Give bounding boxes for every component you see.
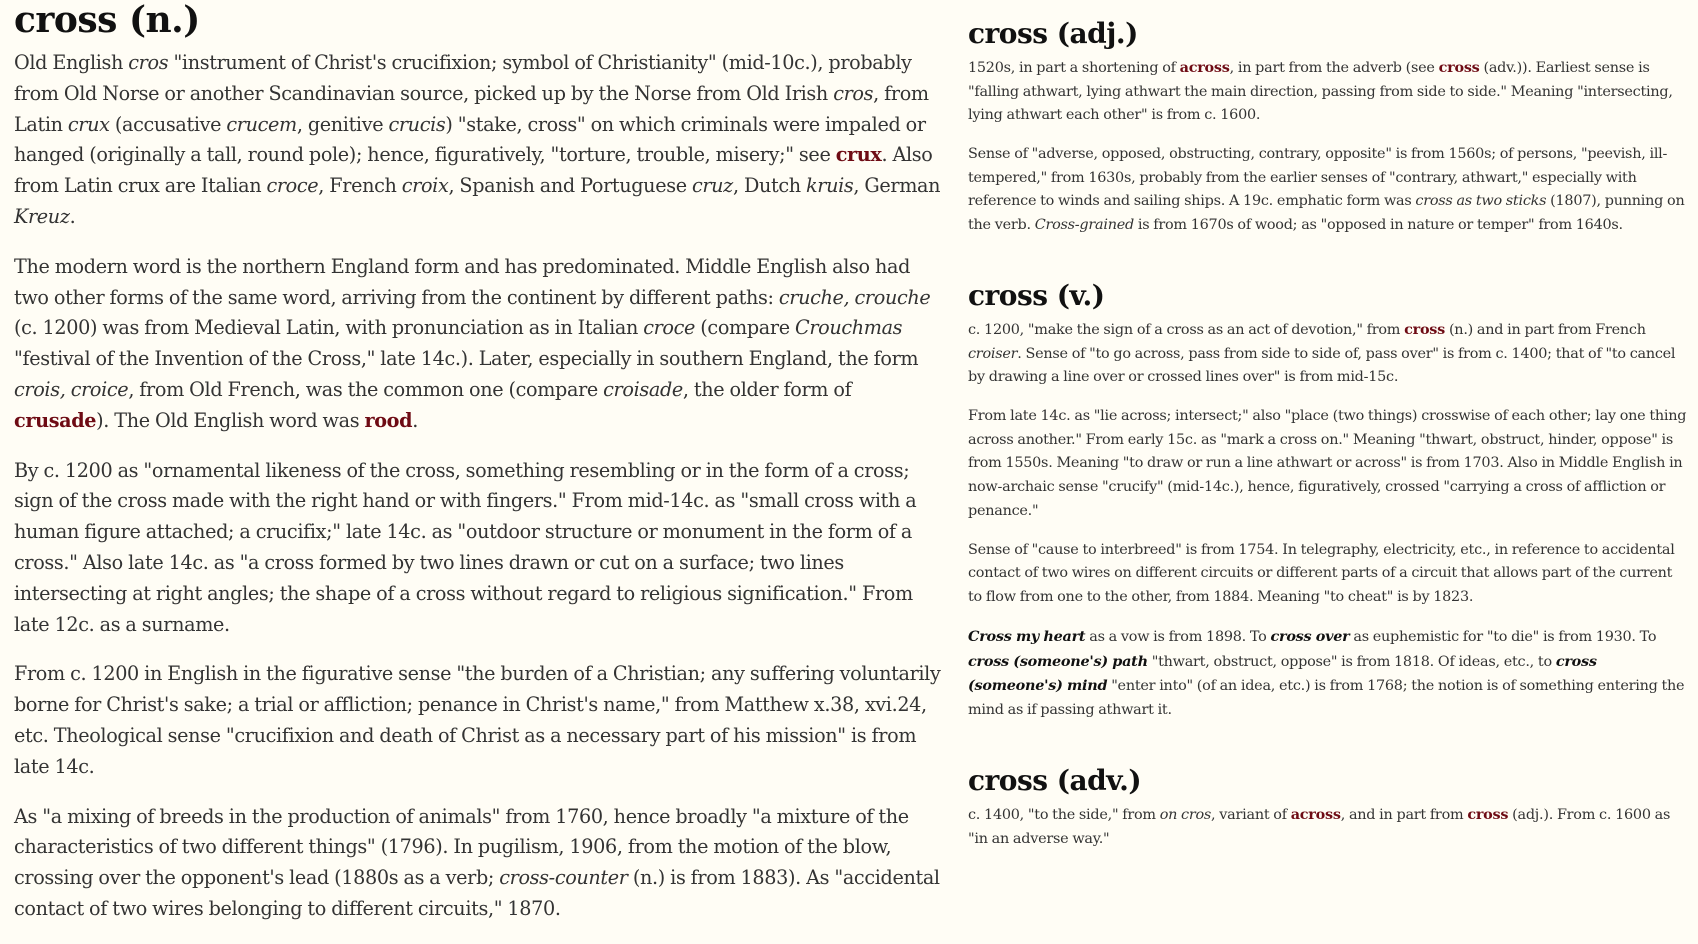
definition-paragraph bbox=[968, 405, 1688, 523]
italic-term: crucem bbox=[226, 112, 297, 136]
text-run: "thwart, obstruct, oppose" is from 1818. Of ideas, etc., to bbox=[1147, 653, 1556, 670]
entry-adjective bbox=[968, 16, 1688, 253]
phrase-term: Cross my heart bbox=[968, 628, 1086, 646]
italic-term: cross-counter bbox=[499, 866, 628, 890]
phrase-term: cross over bbox=[1270, 628, 1350, 646]
definition-paragraph bbox=[968, 143, 1688, 237]
text-run: ) "stake, cross" on which criminals were impaled or hanged (originally a tall, round pole); hence, figuratively, "torture, trouble, misery;" see bbox=[14, 112, 926, 167]
text-run: "festival of the Invention of the Cross," late 14c.). Later, especially in southern England, the form bbox=[14, 347, 919, 371]
italic-term: Crouchmas bbox=[794, 316, 903, 340]
italic-term: croiser bbox=[968, 345, 1018, 362]
definition-paragraph bbox=[968, 539, 1688, 610]
text-run: (accusative bbox=[109, 112, 227, 136]
italic-term: croce bbox=[643, 316, 696, 340]
definition-paragraph bbox=[968, 803, 1688, 851]
text-run: From late 14c. as "lie across; intersect;" also "place (two things) crosswise of each other; lay one thing across another." From early 15c. as "mark a cross on." Meaning "thwart, obstruct, hinder, oppose" is from 1550s. Meaning "to draw or run a line athwart or across" is from 1703. Also in Middle English in now-archaic sense "crucify" (mid-14c.), hence, figuratively, crossed "carrying a cross of affliction or penance." bbox=[968, 408, 1687, 519]
italic-term: crois, croice bbox=[14, 377, 129, 401]
italic-term: cruche, crouche bbox=[778, 285, 931, 309]
text-run: (compare bbox=[695, 316, 795, 340]
italic-term: cruz bbox=[691, 174, 733, 198]
text-run: , and in part from bbox=[1340, 807, 1468, 823]
definition-paragraph bbox=[968, 56, 1688, 128]
phrase-term: cross (someone's) mind bbox=[968, 652, 1597, 695]
definition-paragraph bbox=[14, 659, 944, 782]
text-run: (adv.)). Earliest sense is "falling athwart, lying athwart the main direction, passing from side to side." Meaning "intersecting, lying athwart each other" is from c. 1600. bbox=[968, 60, 1673, 124]
text-run: "enter into" (of an idea, etc.) is from 1768; the notion is of something entering the mind as if passing athwart it. bbox=[968, 678, 1685, 718]
italic-term: cross as two sticks bbox=[1415, 193, 1547, 210]
definition-paragraph bbox=[14, 252, 944, 437]
text-run: is from 1670s of wood; as "opposed in nature or temper" from 1640s. bbox=[1133, 217, 1623, 234]
text-run: Old English bbox=[14, 51, 129, 74]
text-run: c. 1400, "to the side," from bbox=[968, 807, 1160, 823]
headword-verb: cross (v.) bbox=[968, 279, 1105, 312]
italic-term: Cross-grained bbox=[1034, 217, 1134, 234]
text-run: Sense of "cause to interbreed" is from 1754. In telegraphy, electricity, etc., in reference to accidental contact of two wires on different circuits or different parts of a circuit that allows part of the current to flow from one to the other, from 1884. Meaning "to cheat" is by 1823. bbox=[968, 541, 1675, 605]
entry-noun bbox=[14, 0, 944, 944]
crossref-link-cross[interactable]: cross bbox=[1438, 59, 1480, 76]
phrase-term: cross (someone's) path bbox=[968, 652, 1148, 670]
text-run: 1520s, in part a shortening of bbox=[968, 60, 1180, 76]
crossref-link-cross[interactable]: cross bbox=[1467, 806, 1509, 823]
text-run: as a vow is from 1898. To bbox=[1085, 629, 1271, 646]
text-run: , from Latin bbox=[14, 81, 929, 136]
text-run: From c. 1200 in English in the figurative sense "the burden of a Christian; any suffering voluntarily borne for Christ's sake; a trial or affliction; penance in Christ's name," from Matthew x.38, xvi.24, etc. Theological sense "crucifixion and death of Christ as a necessary part of his mission" is from late 14c. bbox=[14, 662, 941, 778]
text-run: , from Old French, was the common one (compare bbox=[128, 377, 604, 401]
entry-adverb bbox=[968, 763, 1688, 867]
italic-term: cros bbox=[833, 81, 874, 105]
crossref-link-across[interactable]: across bbox=[1179, 59, 1230, 76]
crossref-link-rood[interactable]: rood bbox=[364, 408, 413, 432]
entry-verb-body bbox=[968, 318, 1688, 722]
text-run: , German bbox=[853, 174, 941, 198]
crossref-link-crusade[interactable]: crusade bbox=[14, 408, 97, 432]
entry-adverb-body bbox=[968, 803, 1688, 851]
text-run: (n.) and in part from French bbox=[1445, 322, 1646, 338]
definition-paragraph bbox=[968, 625, 1688, 722]
entry-adjective-body bbox=[968, 56, 1688, 238]
text-run: , Spanish and Portuguese bbox=[448, 174, 692, 198]
text-run: (c. 1200) was from Medieval Latin, with pronunciation as in Italian bbox=[14, 316, 644, 340]
text-run: . Sense of "to go across, pass from side to side of, pass over" is from c. 1400; that of "to cancel by drawing a line over or crossed lines over" is from mid-15c. bbox=[968, 345, 1676, 386]
text-run: . bbox=[412, 408, 418, 432]
text-run: , the older form of bbox=[682, 377, 852, 401]
text-run: , Dutch bbox=[732, 174, 807, 198]
italic-term: croce bbox=[266, 174, 319, 198]
text-run: The modern word is the northern England form and has predominated. Middle English also had two other forms of the same word, arriving from the continent by different paths: bbox=[14, 254, 911, 309]
text-run: , French bbox=[318, 174, 402, 198]
crossref-link-cross[interactable]: cross bbox=[1404, 321, 1446, 338]
text-run: (n.) is from 1883). As "accidental contact of two wires belonging to different circuits," 1870. bbox=[14, 866, 940, 920]
crossref-link-crux[interactable]: crux bbox=[835, 143, 882, 167]
text-run: As "a mixing of breeds in the production of animals" from 1760, hence broadly "a mixture of the characteristics of two different things" (1796). In pugilism, 1906, from the motion of the blow, crossing over the opponent's lead (1880s as a verb; bbox=[14, 804, 909, 890]
text-run: Sense of "adverse, opposed, obstructing, contrary, opposite" is from 1560s; of persons, "peevish, ill-tempered," from 1630s, probably from the earlier senses of "contrary, athwart," especially with reference to winds and sailing ships. A 19c. emphatic form was bbox=[968, 146, 1668, 210]
italic-term: on cros bbox=[1159, 807, 1212, 823]
crossref-link-across[interactable]: across bbox=[1290, 806, 1341, 823]
headword-adverb: cross (adv.) bbox=[968, 764, 1142, 797]
italic-term: Kreuz bbox=[14, 204, 70, 228]
text-run: . Also from Latin crux are Italian bbox=[14, 143, 933, 198]
italic-term: croix bbox=[401, 174, 449, 198]
definition-paragraph bbox=[14, 802, 944, 925]
text-run: (1807), punning on the verb. bbox=[968, 193, 1685, 234]
entry-noun-body bbox=[14, 48, 944, 925]
definition-paragraph bbox=[14, 456, 944, 641]
text-run: as euphemistic for "to die" is from 1930. To bbox=[1349, 629, 1657, 646]
definition-paragraph bbox=[968, 318, 1688, 390]
italic-term: crucis bbox=[388, 112, 446, 136]
italic-term: cros bbox=[128, 51, 169, 74]
italic-term: kruis bbox=[806, 174, 854, 198]
definition-paragraph bbox=[14, 48, 944, 233]
text-run: c. 1200, "make the sign of a cross as an act of devotion," from bbox=[968, 322, 1405, 338]
italic-term: crux bbox=[67, 112, 110, 136]
italic-term: croisade bbox=[603, 377, 683, 401]
text-run: By c. 1200 as "ornamental likeness of the cross, something resembling or in the form of a cross; sign of the cross made with the right hand or with fingers." From mid-14c. as "small cross with a human figure attached; a crucifix;" late 14c. as "outdoor structure or monument in the form of a cross." Also late 14c. as "a cross formed by two lines drawn or cut on a surface; two lines intersecting at right angles; the shape of a cross without regard to religious signification." From late 12c. as a surname. bbox=[14, 458, 917, 636]
text-run: (adj.). From c. 1600 as "in an adverse way." bbox=[968, 807, 1671, 847]
headword-noun: cross (n.) bbox=[14, 0, 200, 41]
text-run: . bbox=[69, 204, 76, 228]
text-run: , genitive bbox=[296, 112, 389, 136]
text-run: , variant of bbox=[1211, 807, 1291, 823]
headword-adjective: cross (adj.) bbox=[968, 17, 1138, 50]
text-run: , in part from the adverb (see bbox=[1229, 60, 1439, 76]
entry-verb bbox=[968, 278, 1688, 738]
text-run: "instrument of Christ's crucifixion; symbol of Christianity" (mid-10c.), probably from Old Norse or another Scandinavian source, picked up by the Norse from Old Irish bbox=[14, 51, 912, 105]
text-run: ). The Old English word was bbox=[96, 408, 365, 432]
